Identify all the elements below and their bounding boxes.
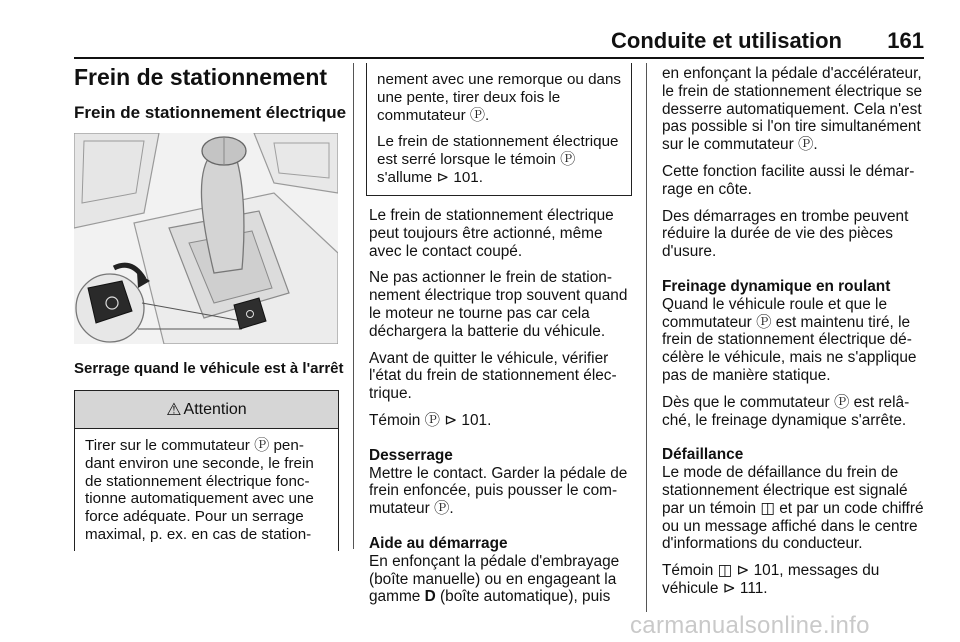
attention-box	[74, 390, 339, 551]
page-number: 161	[887, 28, 924, 53]
heading-freinage-dynamique: Freinage dynamique en roulant	[662, 277, 891, 295]
middle-p6	[369, 553, 637, 606]
section-subtitle: Frein de stationnement électrique	[74, 103, 347, 122]
attention-continued-p1: nement avec une remorque ou dans une pente, tirer deux fois le commutateur Ⓟ.	[377, 71, 622, 124]
right-p2: Cette fonction facilite aussi le démarrage en côte.	[662, 162, 915, 198]
column-divider-2	[646, 63, 647, 612]
warning-triangle-icon: ⚠	[166, 399, 182, 419]
heading-defaillance: Défaillance	[662, 446, 744, 464]
middle-p1: Le frein de stationnement électrique peut toujours être actionné, même avec le contact coupé.	[369, 207, 614, 260]
header-rule	[74, 57, 924, 59]
section-title: Frein de stationnement	[74, 64, 328, 90]
right-p6: Le mode de défaillance du frein de stationnement électrique est signalé par un témoin ◫ et par un code chiffré ou un message affiché dans le centre d'informations du conducteur.	[662, 464, 924, 553]
middle-p3: Avant de quitter le véhicule, vérifier l'état du frein de stationnement électrique.	[369, 349, 617, 403]
middle-p5: Mettre le contact. Garder la pédale de frein enfoncée, puis pousser le commutateur Ⓟ.	[369, 464, 628, 518]
middle-p2: Ne pas actionner le frein de stationnement électrique trop souvent quand le moteur ne tourne pas car cela déchargera la batterie du véhicule.	[369, 269, 628, 340]
attention-continued-p2: Le frein de stationnement électrique est serré lorsque le témoin Ⓟ s'allume ⊳ 101.	[377, 133, 619, 186]
right-p5: Dès que le commutateur Ⓟ est relâché, le freinage dynamique s'arrête.	[662, 393, 910, 429]
header-title: Conduite et utilisation	[611, 28, 842, 53]
parking-brake-illustration	[74, 133, 338, 344]
right-p1: en enfonçant la pédale d'accélérateur, le frein de stationnement électrique se desserre automatiquement. Cela n'est pas possible si l'on tire simultanément sur le commutateur Ⓟ.	[662, 65, 923, 154]
attention-header	[75, 391, 338, 429]
right-column	[662, 65, 928, 607]
page-header	[74, 24, 924, 60]
attention-box-continued	[366, 63, 632, 196]
heading-desserrage: Desserrage	[369, 446, 453, 464]
column-divider-1	[353, 63, 354, 549]
heading-aide-demarrage: Aide au démarrage	[369, 534, 508, 552]
right-p4: Quand le véhicule roule et que le commutateur Ⓟ est maintenu tiré, le frein de stationnement électrique décélère le véhicule, mais ne s'applique pas de manière statique.	[662, 295, 917, 384]
middle-column	[369, 207, 637, 615]
right-p7: Témoin ◫ ⊳ 101, messages du véhicule ⊳ 111.	[662, 562, 880, 597]
middle-p6-a: En enfonçant la pédale d'embrayage (boîte manuelle) ou en engageant la gamme	[369, 552, 620, 606]
middle-p6-gear: D	[424, 588, 436, 606]
middle-p4: Témoin Ⓟ ⊳ 101.	[369, 411, 492, 429]
right-p3: Des démarrages en trombe peuvent réduire la durée de vie des pièces d'usure.	[662, 207, 909, 261]
illustration-caption: Serrage quand le véhicule est à l'arrêt	[74, 360, 344, 377]
attention-label: Attention	[183, 400, 247, 418]
watermark: carmanualsonline.info	[630, 612, 870, 639]
attention-text: Tirer sur le commutateur Ⓟ pendant environ une seconde, le frein de stationnement électrique fonctionne automatiquement avec une force adéquate. Pour un serrage maximal, p. ex. en cas de station-	[85, 437, 314, 543]
middle-p6-c: (boîte automatique), puis	[435, 588, 611, 606]
